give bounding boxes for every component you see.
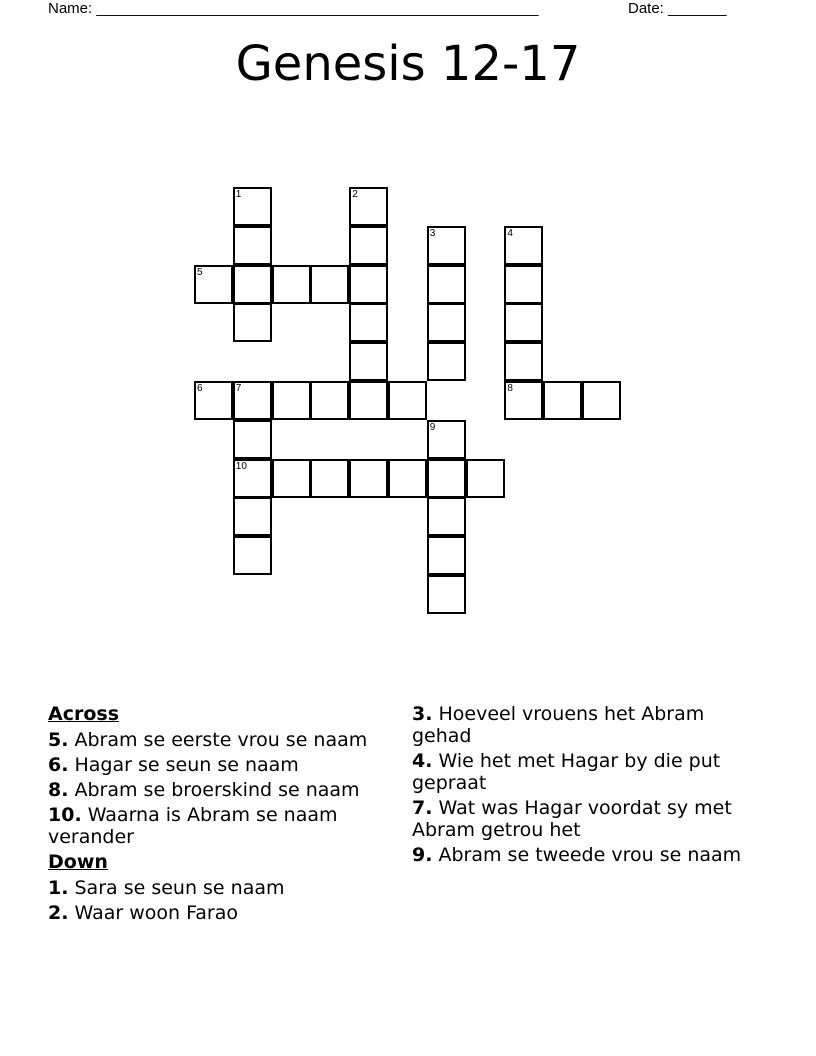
clue-item bbox=[48, 804, 393, 848]
clue-text: Waarna is Abram se naam verander bbox=[48, 804, 338, 848]
crossword-cell[interactable] bbox=[349, 303, 388, 342]
crossword-cell[interactable] bbox=[310, 381, 349, 420]
crossword-cell[interactable] bbox=[427, 226, 466, 265]
clue-item bbox=[412, 797, 742, 841]
clues-column-right bbox=[412, 703, 742, 869]
clue-item bbox=[48, 877, 393, 899]
crossword-cell[interactable] bbox=[349, 342, 388, 381]
crossword-cell[interactable] bbox=[233, 187, 272, 226]
crossword-cell[interactable] bbox=[427, 342, 466, 381]
clue-number: 10. bbox=[48, 804, 82, 826]
crossword-cell[interactable] bbox=[427, 497, 466, 536]
crossword-cell[interactable] bbox=[349, 187, 388, 226]
crossword-cell[interactable] bbox=[427, 459, 466, 498]
crossword-cell[interactable] bbox=[272, 459, 311, 498]
down-clue-list-left bbox=[48, 877, 393, 924]
clue-item bbox=[412, 750, 742, 794]
crossword-cell[interactable] bbox=[233, 303, 272, 342]
clue-number: 2. bbox=[48, 902, 69, 924]
crossword-cell[interactable] bbox=[504, 381, 543, 420]
crossword-cell[interactable] bbox=[427, 536, 466, 575]
clue-text: Abram se tweede vrou se naam bbox=[438, 844, 742, 866]
cell-number: 5 bbox=[197, 266, 203, 278]
clues-column-left bbox=[48, 703, 393, 927]
clue-text: Wat was Hagar voordat sy met Abram getrou het bbox=[412, 797, 732, 841]
across-heading: Across bbox=[48, 703, 120, 725]
crossword-cell[interactable] bbox=[310, 459, 349, 498]
crossword-cell[interactable] bbox=[466, 459, 505, 498]
cell-number: 7 bbox=[235, 383, 242, 394]
crossword-cell[interactable] bbox=[582, 381, 621, 420]
clue-item bbox=[48, 754, 393, 776]
crossword-cell[interactable] bbox=[388, 381, 427, 420]
cell-number: 4 bbox=[507, 227, 513, 239]
crossword-cell[interactable] bbox=[388, 459, 427, 498]
clue-number: 3. bbox=[412, 703, 433, 725]
crossword-cell[interactable] bbox=[233, 497, 272, 536]
crossword-cell[interactable] bbox=[349, 226, 388, 265]
crossword-cell[interactable] bbox=[349, 459, 388, 498]
clue-number: 7. bbox=[412, 797, 433, 819]
clue-text: Abram se broerskind se naam bbox=[74, 779, 360, 801]
crossword-cell[interactable] bbox=[233, 265, 272, 304]
clue-item bbox=[412, 703, 742, 747]
crossword-cell[interactable] bbox=[427, 303, 466, 342]
clue-text: Sara se seun se naam bbox=[74, 877, 285, 899]
clue-text: Hagar se seun se naam bbox=[74, 754, 299, 776]
down-heading: Down bbox=[48, 851, 108, 873]
cell-number: 1 bbox=[235, 189, 242, 200]
clue-item bbox=[412, 844, 742, 866]
cell-number: 3 bbox=[429, 227, 436, 239]
crossword-cell[interactable] bbox=[504, 226, 543, 265]
crossword-cell[interactable] bbox=[194, 381, 233, 420]
crossword-cell[interactable] bbox=[504, 265, 543, 304]
crossword-cell[interactable] bbox=[272, 265, 311, 304]
crossword-cell[interactable] bbox=[310, 265, 349, 304]
cell-number: 2 bbox=[352, 189, 358, 200]
clue-number: 8. bbox=[48, 779, 69, 801]
cell-number: 8 bbox=[507, 383, 513, 394]
crossword-cell[interactable] bbox=[427, 420, 466, 459]
down-clue-list-right bbox=[412, 703, 742, 866]
crossword-cell[interactable] bbox=[194, 265, 233, 304]
crossword-cell[interactable] bbox=[272, 381, 311, 420]
clue-number: 9. bbox=[412, 844, 433, 866]
crossword-cell[interactable] bbox=[233, 226, 272, 265]
cell-number: 10 bbox=[235, 460, 247, 472]
crossword-cell[interactable] bbox=[233, 381, 272, 420]
crossword-cell[interactable] bbox=[427, 265, 466, 304]
crossword-cell[interactable] bbox=[427, 575, 466, 614]
crossword-cell[interactable] bbox=[349, 381, 388, 420]
clue-item bbox=[48, 902, 393, 924]
clue-item bbox=[48, 779, 393, 801]
crossword-cell[interactable] bbox=[504, 303, 543, 342]
clue-text: Waar woon Farao bbox=[74, 902, 238, 924]
cell-number: 9 bbox=[429, 421, 436, 433]
crossword-cell[interactable] bbox=[543, 381, 582, 420]
clue-text: Wie het met Hagar by die put gepraat bbox=[412, 750, 721, 794]
clue-number: 6. bbox=[48, 754, 69, 776]
clue-number: 4. bbox=[412, 750, 433, 772]
crossword-cell[interactable] bbox=[504, 342, 543, 381]
crossword-cell[interactable] bbox=[233, 459, 272, 498]
clue-number: 5. bbox=[48, 729, 69, 751]
clue-text: Hoeveel vrouens het Abram gehad bbox=[412, 703, 705, 747]
date-field-label: Date: _______ bbox=[628, 0, 727, 17]
page-title: Genesis 12-17 bbox=[235, 36, 581, 92]
clue-item bbox=[48, 729, 393, 751]
crossword-cell[interactable] bbox=[233, 420, 272, 459]
name-field-label: Name: _____________________________________________________ bbox=[48, 0, 539, 17]
crossword-cell[interactable] bbox=[349, 265, 388, 304]
crossword-cell[interactable] bbox=[233, 536, 272, 575]
across-clue-list bbox=[48, 729, 393, 848]
clue-text: Abram se eerste vrou se naam bbox=[74, 729, 368, 751]
clue-number: 1. bbox=[48, 877, 69, 899]
cell-number: 6 bbox=[197, 383, 203, 394]
